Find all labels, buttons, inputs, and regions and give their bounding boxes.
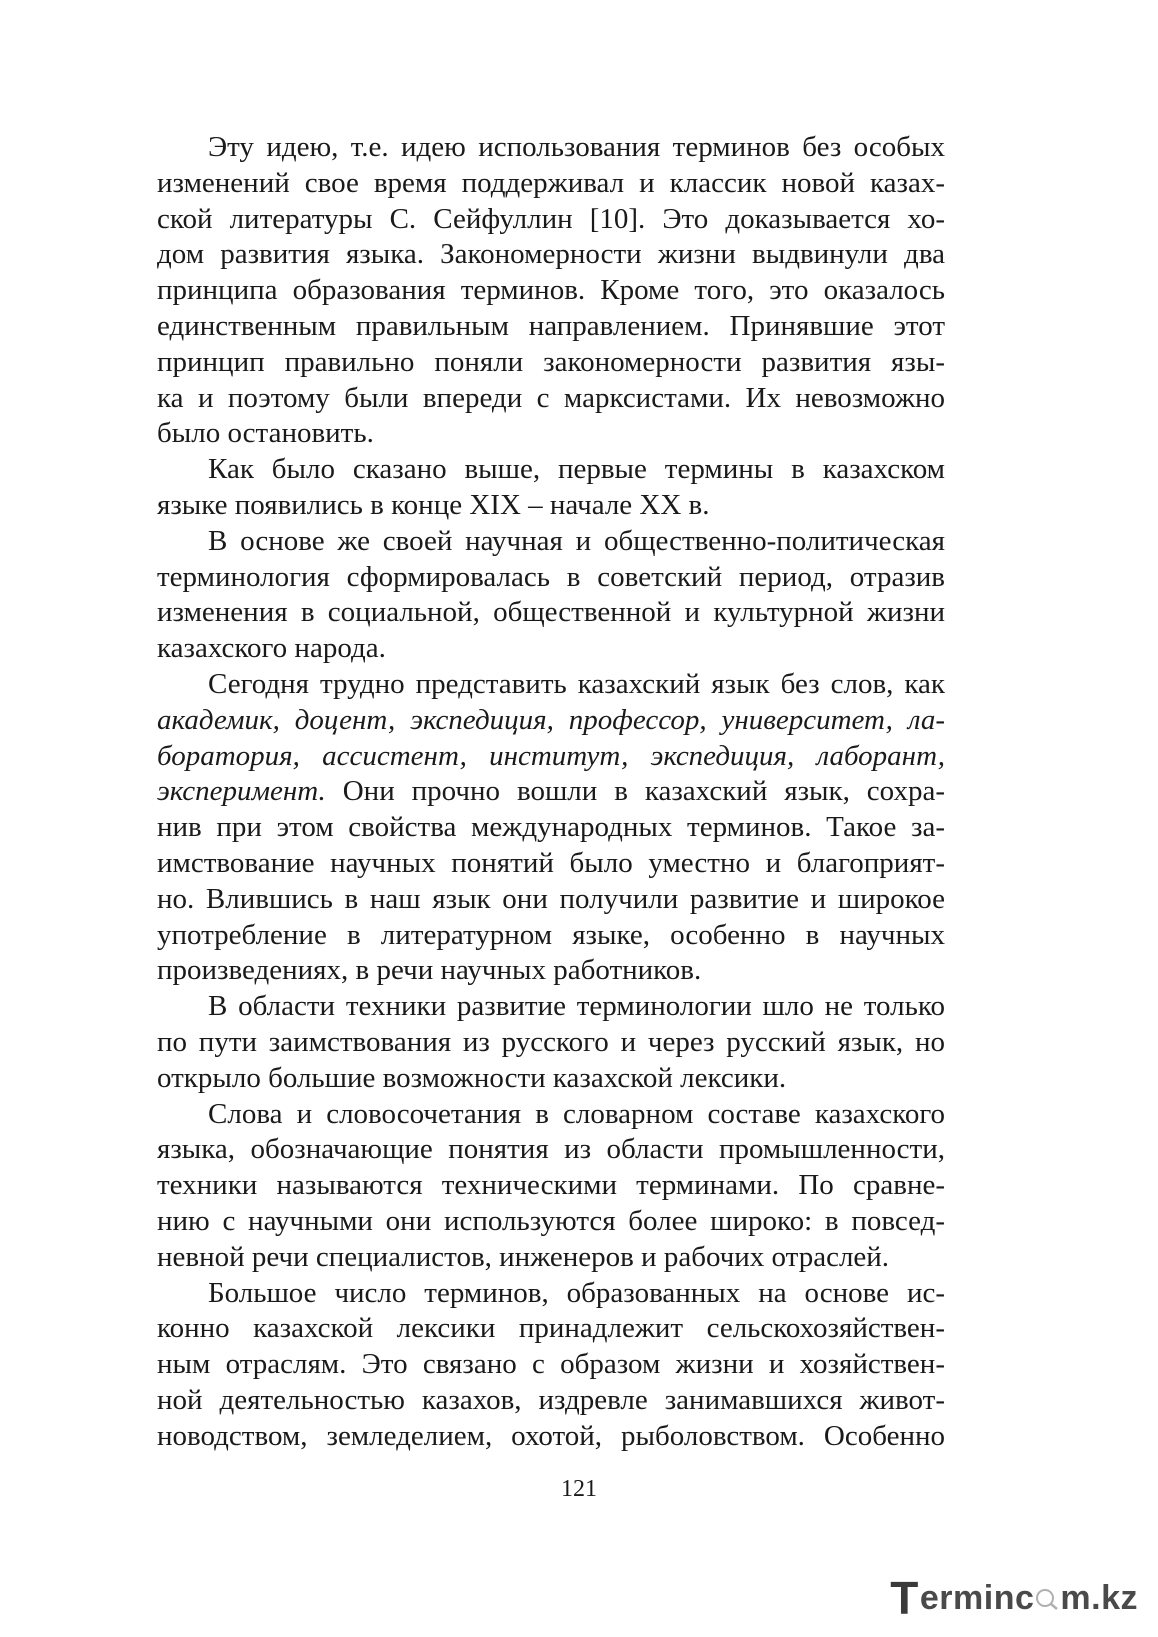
- text-line: терминология сформировалась в советский период, отразив: [157, 560, 945, 593]
- text-line: невной речи специалистов, инженеров и рабочих отраслей.: [157, 1240, 890, 1273]
- text-line: Сегодня трудно представить казахский язык без слов, как: [208, 667, 945, 700]
- text-line: но. Влившись в наш язык они получили развитие и широкое: [157, 882, 945, 915]
- paragraph-7: [157, 1276, 945, 1455]
- text-line: по пути заимствования из русского и через русский язык, но: [157, 1025, 945, 1058]
- paragraph-1: [157, 130, 945, 452]
- text-line: нив при этом свойства международных терминов. Такое за-: [157, 811, 945, 844]
- termincom-watermark-logo: [890, 1573, 1138, 1623]
- text-fragment: Они прочно вошли в казахский язык, сохра-: [325, 775, 945, 808]
- italic-term-list: боратория, ассистент, институт, экспедиция, лаборант,: [157, 739, 945, 772]
- paragraph-3: [157, 524, 945, 667]
- text-line: принципа образования терминов. Кроме того, это оказалось: [157, 274, 945, 307]
- text-line-italic: [157, 703, 945, 739]
- text-line: В области техники развитие терминологии шло не только: [208, 990, 945, 1023]
- text-line-italic: [157, 739, 945, 775]
- magnifier-icon: [1035, 1586, 1059, 1610]
- text-line: было остановить.: [157, 417, 374, 450]
- text-line: Большое число терминов, образованных на основе ис-: [208, 1276, 945, 1309]
- page-body: [157, 130, 945, 1454]
- text-line: нию с научными они используются более широко: в повсед-: [157, 1204, 945, 1237]
- text-line: употребление в литературном языке, особенно в научных: [157, 918, 945, 951]
- text-line: изменений свое время поддерживал и классик новой казах-: [157, 166, 945, 199]
- paragraph-5: [157, 989, 945, 1096]
- text-line: новодством, земледелием, охотой, рыболовством. Особенно: [157, 1419, 945, 1452]
- paragraph-6: [157, 1097, 945, 1276]
- text-line: ным отраслям. Это связано с образом жизни и хозяйствен-: [157, 1348, 945, 1381]
- italic-term-list: академик, доцент, экспедиция, профессор, университет, ла-: [157, 703, 945, 736]
- text-line: языке появились в конце XIX – начале XX в.: [157, 488, 710, 521]
- text-line: ной деятельностью казахов, издревле занимавшихся живот-: [157, 1383, 945, 1416]
- text-line: ской литературы С. Сейфуллин [10]. Это доказывается хо-: [157, 202, 945, 235]
- italic-term: эксперимент.: [157, 775, 326, 808]
- text-line: изменения в социальной, общественной и культурной жизни: [157, 596, 945, 629]
- text-line: принцип правильно поняли закономерности развития язы-: [157, 345, 945, 378]
- text-line-mixed: [157, 774, 945, 810]
- watermark-prefix: T: [890, 1572, 919, 1624]
- text-line: ка и поэтому были впереди с марксистами. Их невозможно: [157, 381, 945, 414]
- text-line: открыло большие возможности казахской лексики.: [157, 1061, 787, 1094]
- text-line: имствование научных понятий было уместно и благоприят-: [157, 846, 945, 879]
- text-line: Слова и словосочетания в словарном составе казахского: [208, 1097, 945, 1130]
- watermark-text-3: m.kz: [1060, 1578, 1138, 1617]
- text-line: казахского народа.: [157, 632, 386, 665]
- watermark-text-2: c: [1014, 1578, 1035, 1617]
- text-line: Как было сказано выше, первые термины в казахском: [208, 453, 945, 486]
- text-line: конно казахской лексики принадлежит сельскохозяйствен-: [157, 1312, 945, 1345]
- text-line: В основе же своей научная и общественно-политическая: [208, 524, 945, 557]
- text-line: языка, обозначающие понятия из области промышленности,: [157, 1133, 945, 1166]
- paragraph-4: [157, 667, 945, 989]
- page-number: 121: [561, 1476, 597, 1502]
- text-line: Эту идею, т.е. идею использования терминов без особых: [208, 131, 945, 163]
- text-line: единственным правильным направлением. Принявшие этот: [157, 309, 945, 342]
- text-line: дом развития языка. Закономерности жизни выдвинули два: [157, 238, 945, 271]
- text-line: произведениях, в речи научных работников.: [157, 954, 702, 987]
- paragraph-2: [157, 452, 945, 524]
- text-line: техники называются техническими терминами. По сравне-: [157, 1169, 945, 1202]
- watermark-text-1: ermin: [919, 1578, 1015, 1617]
